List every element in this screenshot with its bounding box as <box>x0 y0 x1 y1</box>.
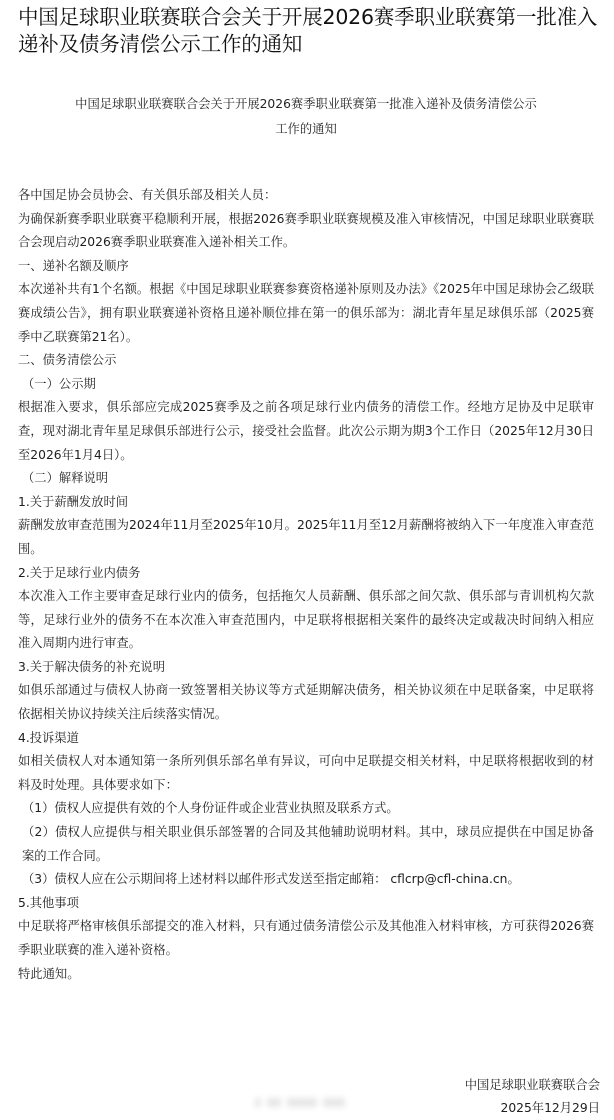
salary-paragraph: 薪酬发放审查范围为2024年11月至2025年10月。2025年11月至12月薪酬将被纳入下一年度准入审查范围。 <box>18 518 594 556</box>
item-heading-debt-resolution: 3.关于解决债务的补充说明 <box>18 659 165 674</box>
signature-date: 2025年12月29日 <box>500 1101 600 1115</box>
section-heading-2: 二、债务清偿公示 <box>18 353 117 368</box>
debt-resolution-paragraph: 如俱乐部通过与债权人协商一致签署相关协议等方式延期解决债务，相关协议须在中足联备案，中足联将依据相关协议持续关注后续落实情况。 <box>18 683 594 722</box>
notice-content <box>18 184 594 986</box>
subsection-heading-publicity-period: （一）公示期 <box>22 376 96 391</box>
publicity-period-paragraph: 根据准入要求，俱乐部应完成2025赛季及之前各项足球行业内债务的清偿工作。经地方足协及中足联审查，现对湖北青年星足球俱乐部进行公示，接受社会监督。此次公示期为期3个工作日（2025年12月30日至2026年1月4日）。 <box>18 400 594 462</box>
salutation: 各中国足协会员协会、有关俱乐部及相关人员： <box>18 188 277 202</box>
document-heading-line-2: 工作的通知 <box>275 122 337 136</box>
subsection-heading-explanation: （二）解释说明 <box>22 471 109 486</box>
signature-block <box>465 1074 600 1120</box>
intro-paragraph: 为确保新赛季职业联赛平稳顺利开展，根据2026赛季职业联赛规模及准入审核情况，中国足球职业联赛联合会现启动2026赛季职业联赛准入递补相关工作。 <box>18 211 594 250</box>
other-paragraph: 中足联将严格审核俱乐部提交的准入材料，只有通过债务清偿公示及其他准入材料审核，方可获得2026赛季职业联赛的准入递补资格。 <box>18 919 594 957</box>
requirement-1: （1）债权人应提供有效的个人身份证件或企业营业执照及联系方式。 <box>22 801 399 816</box>
signature-organization: 中国足球职业联赛联合会 <box>464 1078 600 1092</box>
document-heading-line-1: 中国足球职业联赛联合会关于开展2026赛季职业联赛第一批准入递补及债务清偿公示 <box>75 97 537 111</box>
item-heading-industry-debt: 2.关于足球行业内债务 <box>18 565 141 580</box>
section-heading-1: 一、递补名额及顺序 <box>18 258 129 273</box>
item-heading-salary: 1.关于薪酬发放时间 <box>18 494 129 509</box>
watermark <box>255 1092 365 1110</box>
industry-debt-paragraph: 本次准入工作主要审查足球行业内的债务，包括拖欠人员薪酬、俱乐部之间欠款、俱乐部与青训机构欠款等，足球行业外的债务不在本次准入审查范围内，中足联将根据相关案件的最终决定或裁决时间纳入相应准入周期内进行审查。 <box>18 589 594 651</box>
complaints-paragraph: 如相关债权人对本通知第一条所列俱乐部名单有异议，可向中足联提交相关材料，中足联将根据收到的材料及时处理。具体要求如下： <box>18 754 594 792</box>
section-1-paragraph: 本次递补共有1个名额。根据《中国足球职业联赛参赛资格递补原则及办法》《2025年中国足球协会乙级联赛成绩公告》，拥有职业联赛递补资格且递补顺位排在第一的俱乐部为：湖北青年星足球俱乐部（2025赛季中乙联赛第21名）。 <box>18 282 594 344</box>
item-heading-complaints: 4.投诉渠道 <box>18 730 79 745</box>
article-body <box>18 92 594 986</box>
closing-line: 特此通知。 <box>18 966 80 981</box>
item-heading-other: 5.其他事项 <box>18 895 79 910</box>
page-title: 中国足球职业联赛联合会关于开展2026赛季职业联赛第一批准入递补及债务清偿公示工作的通知 <box>18 5 598 56</box>
requirement-2: （2）债权人应提供与相关职业俱乐部签署的合同及其他辅助说明材料。其中，球员应提供在中国足协备案的工作合同。 <box>22 825 594 863</box>
document-heading <box>18 92 594 142</box>
requirement-3-email: （3）债权人应在公示期间将上述材料以邮件形式发送至指定邮箱： cflcrp@cfl-china.cn。 <box>22 872 520 887</box>
